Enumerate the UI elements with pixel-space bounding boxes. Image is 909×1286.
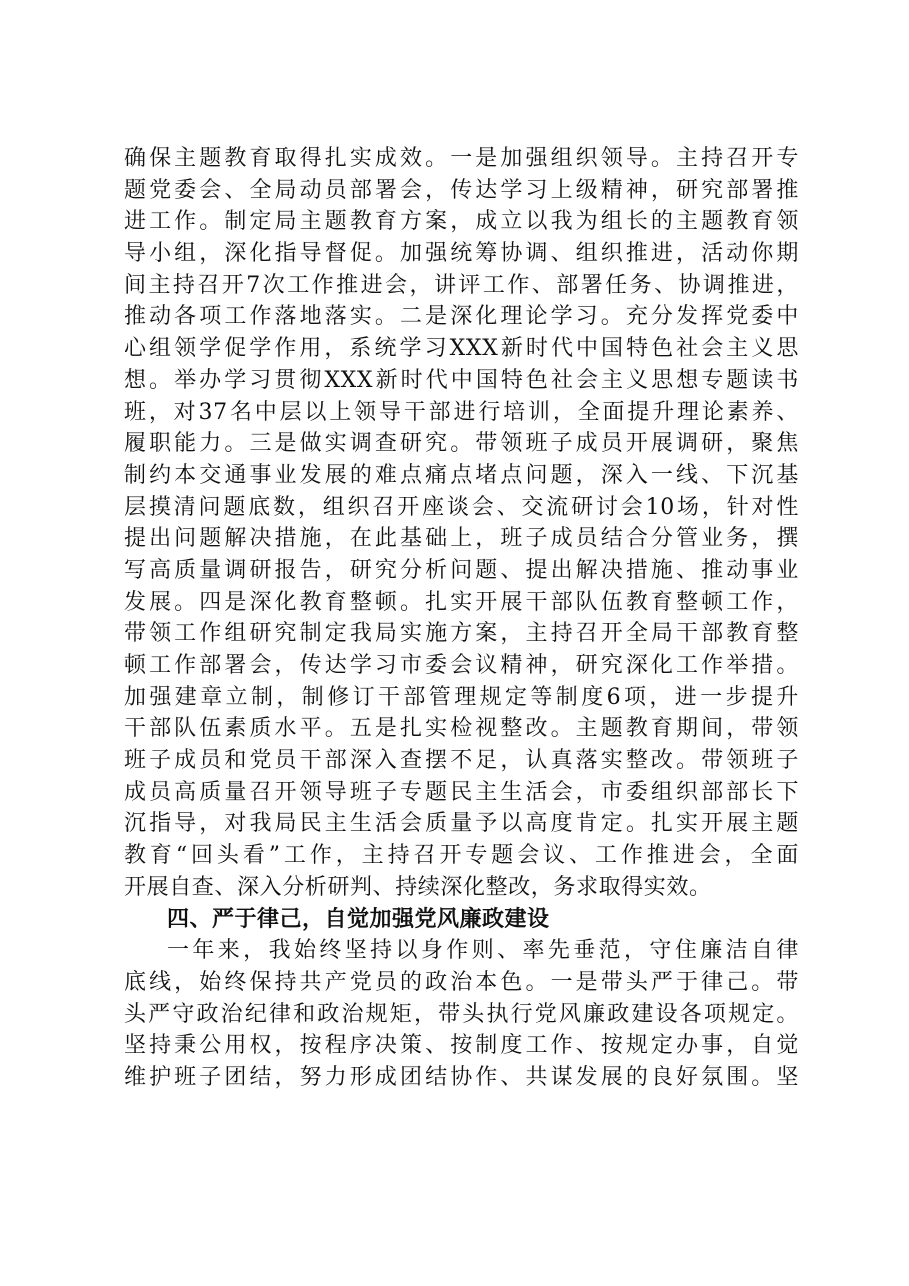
paragraph-line: 开展自查、深入分析研判、持续深化整改，务求取得实效。: [124, 874, 712, 900]
paragraph-line: 制约本交通事业发展的难点痛点堵点问题，深入一线、下沉基: [124, 462, 799, 488]
body-paragraph: [124, 143, 799, 904]
paragraph-line: 底线，始终保持共产党员的政治本色。一是带头严于律己。带: [124, 969, 799, 995]
paragraph-line: 带领工作组研究制定我局实施方案，主持召开全局干部教育整: [124, 621, 799, 647]
paragraph-line: 进工作。制定局主题教育方案，成立以我为组长的主题教育领: [124, 209, 799, 235]
paragraph-line: 班子成员和党员干部深入查摆不足，认真落实整改。带领班子: [124, 748, 799, 774]
paragraph-line: 班，对37名中层以上领导干部进行培训，全面提升理论素养、: [124, 399, 799, 425]
paragraph-line: 提出问题解决措施，在此基础上，班子成员结合分管业务，撰: [124, 526, 799, 552]
paragraph-line: 头严守政治纪律和政治规矩，带头执行党风廉政建设各项规定。: [124, 1001, 799, 1027]
paragraph-line: 沉指导，对我局民主生活会质量予以高度肯定。扎实开展主题: [124, 811, 799, 837]
paragraph-line: 想。举办学习贯彻XXX新时代中国特色社会主义思想专题读书: [124, 367, 799, 393]
paragraph-line: 题党委会、全局动员部署会，传达学习上级精神，研究部署推: [124, 177, 799, 203]
paragraph-line: 一年来，我始终坚持以身作则、率先垂范，守住廉洁自律: [167, 938, 799, 964]
document-page: [124, 143, 799, 1094]
paragraph-line: 发展。四是深化教育整顿。扎实开展干部队伍教育整顿工作，: [124, 589, 799, 615]
section-heading: 四、严于律己，自觉加强党风廉政建设: [167, 906, 550, 932]
paragraph-line: 间主持召开7次工作推进会，讲评工作、部署任务、协调推进，: [124, 272, 799, 298]
paragraph-line: 教育“回头看”工作，主持召开专题会议、工作推进会，全面: [124, 843, 799, 869]
paragraph-line: 写高质量调研报告，研究分析问题、提出解决措施、推动事业: [124, 557, 799, 583]
paragraph-line: 干部队伍素质水平。五是扎实检视整改。主题教育期间，带领: [124, 716, 799, 742]
paragraph-line: 履职能力。三是做实调查研究。带领班子成员开展调研，聚焦: [124, 431, 799, 457]
paragraph-line: 维护班子团结，努力形成团结协作、共谋发展的良好氛围。坚: [124, 1064, 799, 1090]
paragraph-line: 推动各项工作落地落实。二是深化理论学习。充分发挥党委中: [124, 304, 799, 330]
paragraph-line: 加强建章立制，制修订干部管理规定等制度6项，进一步提升: [124, 684, 799, 710]
paragraph-line: 确保主题教育取得扎实成效。一是加强组织领导。主持召开专: [124, 146, 799, 171]
paragraph-line: 坚持秉公用权，按程序决策、按制度工作、按规定办事，自觉: [124, 1033, 799, 1059]
paragraph-line: 顿工作部署会，传达学习市委会议精神，研究深化工作举措。: [124, 653, 799, 678]
body-paragraph: [124, 935, 799, 1093]
paragraph-line: 导小组，深化指导督促。加强统筹协调、组织推进，活动你期: [124, 241, 799, 267]
paragraph-line: 成员高质量召开领导班子专题民主生活会，市委组织部部长下: [124, 779, 799, 805]
paragraph-line: 层摸清问题底数，组织召开座谈会、交流研讨会10场，针对性: [124, 494, 799, 520]
paragraph-line: 心组领学促学作用，系统学习XXX新时代中国特色社会主义思: [124, 336, 799, 362]
